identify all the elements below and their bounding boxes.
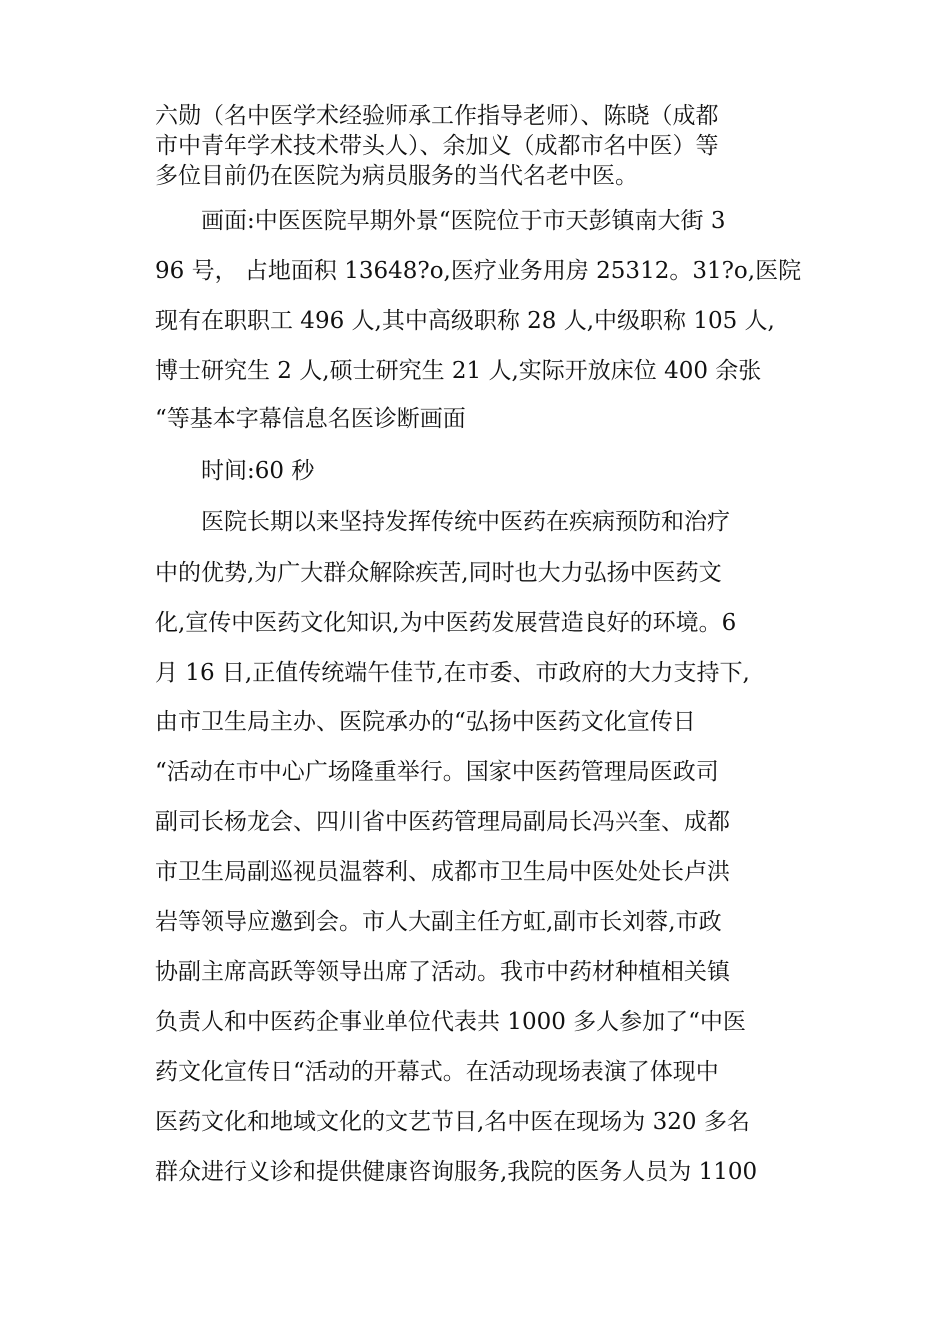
text-line: 96 号， 占地面积 13648?o,医疗业务用房 25312。31?o,医院 — [155, 258, 802, 284]
text-line: 多位目前仍在医院为病员服务的当代名老中医。 — [155, 163, 638, 189]
text-line: 药文化宣传日“活动的开幕式。在活动现场表演了体现中 — [155, 1059, 719, 1085]
text-line: 博士研究生 2 人,硕士研究生 21 人,实际开放床位 400 余张 — [155, 358, 762, 384]
text-line: 医院长期以来坚持发挥传统中医药在疾病预防和治疗 — [155, 509, 730, 535]
text-line: 岩等领导应邀到会。市人大副主任方虹,副市长刘蓉,市政 — [155, 909, 722, 935]
text-line: 中的优势,为广大群众解除疾苦,同时也大力弘扬中医药文 — [155, 560, 722, 586]
text-line: 由市卫生局主办、医院承办的“弘扬中医药文化宣传日 — [155, 709, 696, 735]
text-line: 月 16 日,正值传统端午佳节,在市委、市政府的大力支持下, — [155, 660, 750, 686]
text-line: 现有在职职工 496 人,其中高级职称 28 人,中级职称 105 人, — [155, 308, 775, 334]
text-line: 市卫生局副巡视员温蓉利、成都市卫生局中医处处长卢洪 — [155, 859, 730, 885]
text-line: 群众进行义诊和提供健康咨询服务,我院的医务人员为 1100 — [155, 1159, 758, 1185]
text-line: 六勋（名中医学术经验师承工作指导老师）、陈晓（成都 — [155, 103, 719, 129]
text-line: 协副主席高跃等领导出席了活动。我市中药材种植相关镇 — [155, 959, 730, 985]
text-line: 副司长杨龙会、四川省中医药管理局副局长冯兴奎、成都 — [155, 809, 730, 835]
text-line: “等基本字幕信息名医诊断画面 — [155, 406, 466, 432]
text-line: 市中青年学术技术带头人）、余加义（成都市名中医）等 — [155, 133, 719, 159]
text-line: 化,宣传中医药文化知识,为中医药发展营造良好的环境。6 — [155, 610, 737, 636]
text-line: 负责人和中医药企事业单位代表共 1000 多人参加了“中医 — [155, 1009, 746, 1035]
text-line: 医药文化和地域文化的文艺节目,名中医在现场为 320 多名 — [155, 1109, 750, 1135]
text-line: 时间:60 秒 — [155, 458, 315, 484]
text-line: “活动在市中心广场隆重举行。国家中医药管理局医政司 — [155, 759, 719, 785]
text-line: 画面:中医医院早期外景“医院位于市天彭镇南大街 3 — [155, 208, 726, 234]
